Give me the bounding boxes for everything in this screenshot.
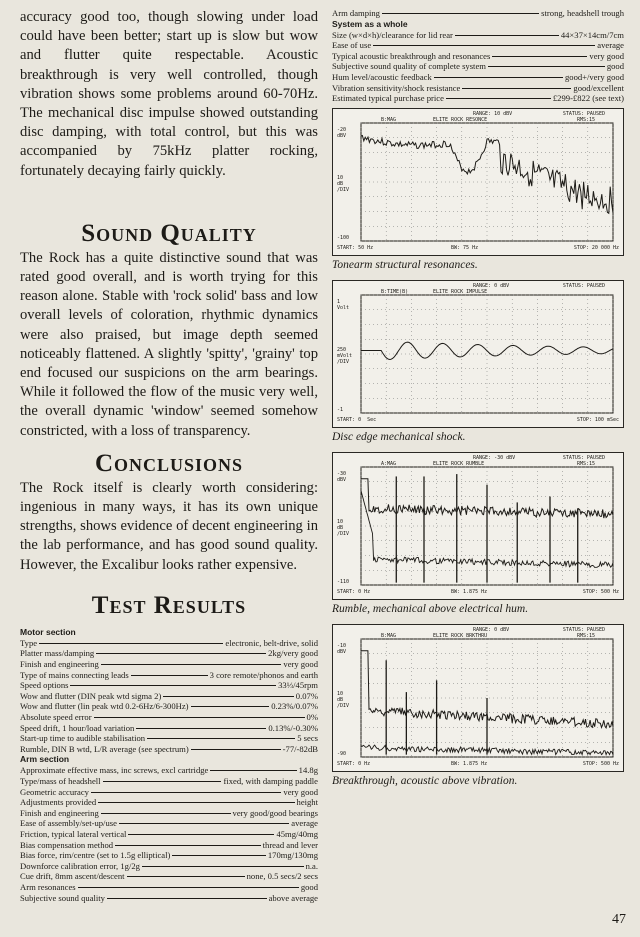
spec-row [20,670,318,681]
spec-leader [78,887,299,888]
y-top-label: 1 Volt [337,298,350,311]
spec-leader [91,792,281,793]
spec-leader [115,845,261,846]
analyzer-graph [332,624,624,772]
spec-leader [96,653,266,654]
conclusions-heading: Conclusions [94,449,244,477]
spec-value: -77/-82dB [282,743,318,754]
status-readout: STATUS: PAUSED [562,282,605,289]
spec-value: fixed, with damping paddle [223,776,318,786]
spec-leader [373,45,595,46]
spec-row [20,861,318,872]
spec-value: good+/very good [564,71,624,82]
spec-leader [98,802,294,803]
bw-readout: BW: 1.875 Hz [451,588,488,595]
spec-leader [39,643,223,644]
spec-key: Type of mains connecting leads [20,669,129,680]
spec-row [332,51,624,62]
spec-value: very good [283,786,318,797]
left-column [20,8,318,903]
spec-value: 0.13%/-0.30% [268,722,318,733]
spec-leader [382,13,539,14]
status-readout: STATUS: PAUSED [562,110,605,117]
spec-leader [446,98,551,99]
spec-value: 3 core remote/phonos and earth [209,669,318,680]
spec-value: 45mg/40mg [276,828,318,839]
spec-row [332,61,624,72]
spec-leader [434,77,563,78]
spec-leader [94,717,305,718]
spec-key: Typical acoustic breakthrough and resonances [332,50,491,61]
test-results-heading: Test Results [91,591,247,619]
bw-readout: BW: 75 Hz [451,244,479,251]
spec-key: Ease of assembly/set-up/use [20,818,117,829]
rms-readout: RMS:15 [576,460,595,467]
spec-key: Vibration sensitivity/shock resistance [332,82,461,93]
spec-row [20,850,318,861]
y-top-label: -20 dBV [337,126,347,139]
spec-key: Bias force, rim/centre (set to 1.5g elliptical) [20,850,171,861]
analyzer-graph [332,108,624,256]
spec-value: thread and lever [262,839,318,850]
stop-readout: STOP: 20 000 Hz [573,244,619,251]
spec-key: Approximate effective mass, inc screws, excl cartridge [20,765,209,776]
spec-key: Speed options [20,680,69,691]
rms-readout: RMS:15 [576,116,595,123]
spec-key: Speed drift, 1 hour/load variation [20,722,135,733]
spec-key: Platter mass/damping [20,648,95,659]
graph-caption: Disc edge mechanical shock. [332,430,466,443]
y-div-label: 10 dB /DIV [337,174,350,193]
spec-row [332,8,624,19]
spec-key: Downforce calibration error, 1g/2g [20,860,140,871]
graph-figure [332,624,624,788]
spec-row [20,787,318,798]
spec-value: good/excellent [573,82,624,93]
spec-value: very good/good bearings [232,807,318,818]
spec-leader [119,823,289,824]
spec-row [20,776,318,787]
spec-row [20,840,318,851]
graph-figure [332,280,624,444]
range-readout: RANGE: 0 dBV [473,282,510,289]
start-readout: START: 0 Hz [337,588,371,595]
spec-key: Arm damping [332,8,380,18]
spec-key: Subjective sound quality of complete system [332,61,486,72]
spec-leader [492,56,587,57]
spec-row [20,680,318,691]
spec-row [332,83,624,94]
spec-value: 0.23%/0.07% [271,701,318,712]
spec-key: Size (w×d×h)/clearance for lid rear [332,29,453,40]
spec-leader [127,876,245,877]
spec-value: 2kg/very good [268,648,318,659]
graph-caption: Tonearm structural resonances. [332,258,478,271]
spec-leader [131,675,208,676]
spec-leader [455,35,559,36]
spec-row [20,733,318,744]
spec-key: Geometric accuracy [20,786,89,797]
bw-readout: BW: 1.875 Hz [451,760,488,767]
graph-plot [333,281,625,429]
spec-row [332,30,624,41]
spec-row [20,765,318,776]
rms-readout: RMS:15 [576,632,595,639]
graph-figure [332,108,624,272]
arm-section-title: Arm section [20,754,70,765]
spec-key: Ease of use [332,40,372,51]
spec-key: Wow and flutter (DIN peak wtd sigma 2) [20,690,162,701]
spec-value: 170mg/130mg [267,850,318,861]
motor-spec-list [20,638,318,755]
start-readout: START: 50 Hz [337,244,374,251]
spec-value: 0.07% [295,690,318,701]
system-spec-list [332,30,624,104]
stop-readout: STOP: 500 Hz [582,760,619,767]
spec-value: very good [589,50,624,61]
graph-title: ELITE ROCK RESONCE [433,116,488,123]
spec-key: Finish and engineering [20,659,99,670]
mode-readout: B:MAG [381,632,397,639]
spec-key: Adjustments provided [20,797,97,808]
analyzer-graph [332,280,624,428]
spec-key: Hum level/acoustic feedback [332,71,432,82]
spec-leader [70,685,276,686]
spec-key: Wow and flutter (lin peak wtd 0.2-6Hz/6-300Hz) [20,701,189,712]
system-section-title: System as a whole [332,18,408,29]
stop-readout: STOP: 100 mSec [576,416,619,423]
spec-row [20,829,318,840]
spec-key: Rumble, DIN B wtd, L/R average (see spectrum) [20,743,189,754]
sound-quality-paragraph: The Rock has a quite distinctive sound that was rated good overall, and is worth trying for this reason alone. Stable with 'rock solid' bass and low overall levels of coloration, rhythmic dynamics were also praised, but image depth seemed noticeably flattened. A slightly 'spitty', 'grainy' top end focused our suspicions on the arm bearings. While it followed the flow of the music very well, the overall dynamic 'window' seemed somehow constricted, with a loss of transparency. [20,249,318,439]
spec-key: Estimated typical purchase price [332,93,444,104]
y-div-label: 10 dB /DIV [337,690,350,709]
spec-key: Subjective sound quality [20,892,105,903]
range-readout: RANGE: 0 dBV [473,626,510,633]
spec-key: Bias compensation method [20,839,114,850]
graph-title: ELITE ROCK RUMBLE [433,460,485,467]
spec-row [332,40,624,51]
spec-leader [172,855,266,856]
spec-leader [488,66,605,67]
spec-leader [142,866,304,867]
spec-leader [191,706,270,707]
spec-value: strong, headshell trough [541,8,624,18]
start-readout: START: 0 Hz [337,760,371,767]
spec-row [20,808,318,819]
spec-value: 5 secs [297,733,318,744]
intro-paragraph: accuracy good too, though slowing under load could have been better; start up is slow but wow and flutter quite respectable. Acoustic breakthrough is very well controlled, though vibration shows some problems around 60-70Hz. The mechanical disc impulse showed outstanding disc damping, with total control, but this was accompanied by 75kHz platter rocking, fortunately decaying fairly quickly. [20,9,318,179]
spec-leader [136,728,266,729]
sound-quality-heading: Sound Quality [81,219,257,247]
spec-row [20,723,318,734]
spec-row [20,871,318,882]
spec-value: very good [283,659,318,670]
spec-value: 14.8g [298,765,318,776]
spec-leader [191,749,281,750]
motor-section-title: Motor section [20,626,76,637]
y-bottom-label: -100 [337,234,350,241]
spec-key: Type/mass of headshell [20,776,101,786]
page-number: 47 [612,912,626,927]
spec-key: Finish and engineering [20,807,99,818]
spec-row [20,744,318,755]
spec-value: n.a. [305,860,318,871]
spec-row [332,72,624,83]
y-bottom-label: -1 [337,406,344,413]
spec-row [20,638,318,649]
spec-leader [101,664,282,665]
spec-row [20,797,318,808]
spec-leader [101,813,231,814]
status-readout: STATUS: PAUSED [562,454,605,461]
analyzer-graph [332,452,624,600]
graph-plot [333,453,625,601]
graph-plot [333,109,625,257]
spec-row [20,659,318,670]
spec-row [20,648,318,659]
mode-readout: A:MAG [381,460,397,467]
spec-key: Cue drift, 8mm ascent/descent [20,871,125,882]
spec-key: Friction, typical lateral vertical [20,828,127,839]
mode-readout: B:MAG [381,116,397,123]
y-top-label: -30 dBV [337,470,347,483]
spec-value: none, 0.5 secs/2 secs [246,871,318,882]
graph-figure [332,452,624,616]
range-readout: RANGE: -30 dBV [473,454,516,461]
mode-readout: B:TIME(B) [381,288,409,295]
spec-value: above average [268,892,318,903]
spec-value: 0% [306,712,318,723]
stop-readout: STOP: 500 Hz [582,588,619,595]
spec-row [20,882,318,893]
spec-leader [147,738,295,739]
graph-title: ELITE ROCK IMPULSE [433,288,488,295]
spec-value: electronic, belt-drive, solid [225,637,318,648]
graph-caption: Breakthrough, acoustic above vibration. [332,774,518,787]
graph-caption: Rumble, mechanical above electrical hum. [332,602,529,615]
spec-value: 33⅓/45rpm [278,680,318,691]
y-top-label: -10 dBV [337,642,347,655]
spec-row [20,691,318,702]
spec-value: good [606,61,624,72]
spec-value: £299-£822 (see text) [552,93,624,104]
range-readout: RANGE: 10 dBV [473,110,513,117]
spec-row [20,712,318,723]
arm-spec-list [20,765,318,903]
spec-row [20,818,318,829]
spec-key: Start-up time to audible stabilisation [20,733,146,744]
spec-key: Absolute speed error [20,712,92,723]
spec-key: Arm resonances [20,881,76,892]
spec-key: Type [20,637,38,648]
spec-leader [462,88,571,89]
spec-row [20,701,318,712]
spec-value: average [291,818,318,829]
spec-leader [128,834,274,835]
spec-row [20,893,318,904]
graph-title: ELITE ROCK BRKTHRU [433,632,488,639]
graph-stack [332,108,624,788]
y-div-label: 10 dB /DIV [337,518,350,537]
graph-plot [333,625,625,773]
y-bottom-label: -110 [337,578,350,585]
conclusions-paragraph: The Rock itself is clearly worth considering: ingenious in many ways, it has its own unique strengths, shows evidence of decent engineering in the lab performance, and has good sound quality. However, the Excalibur looks rather expensive. [20,479,318,573]
spec-value: average [597,40,624,51]
spec-leader [210,770,296,771]
spec-row [332,93,624,104]
y-bottom-label: -90 [337,750,347,757]
spec-leader [103,781,222,782]
status-readout: STATUS: PAUSED [562,626,605,633]
start-readout: START: 0 Sec [337,416,377,423]
spec-value: good [300,881,318,892]
right-column [332,8,624,796]
spec-value: 44×37×14cm/7cm [560,29,624,40]
spec-leader [107,898,267,899]
spec-leader [163,696,293,697]
y-div-label: 250 mVolt /DIV [337,346,353,365]
spec-value: height [296,797,318,808]
measurement-trace [361,342,613,359]
